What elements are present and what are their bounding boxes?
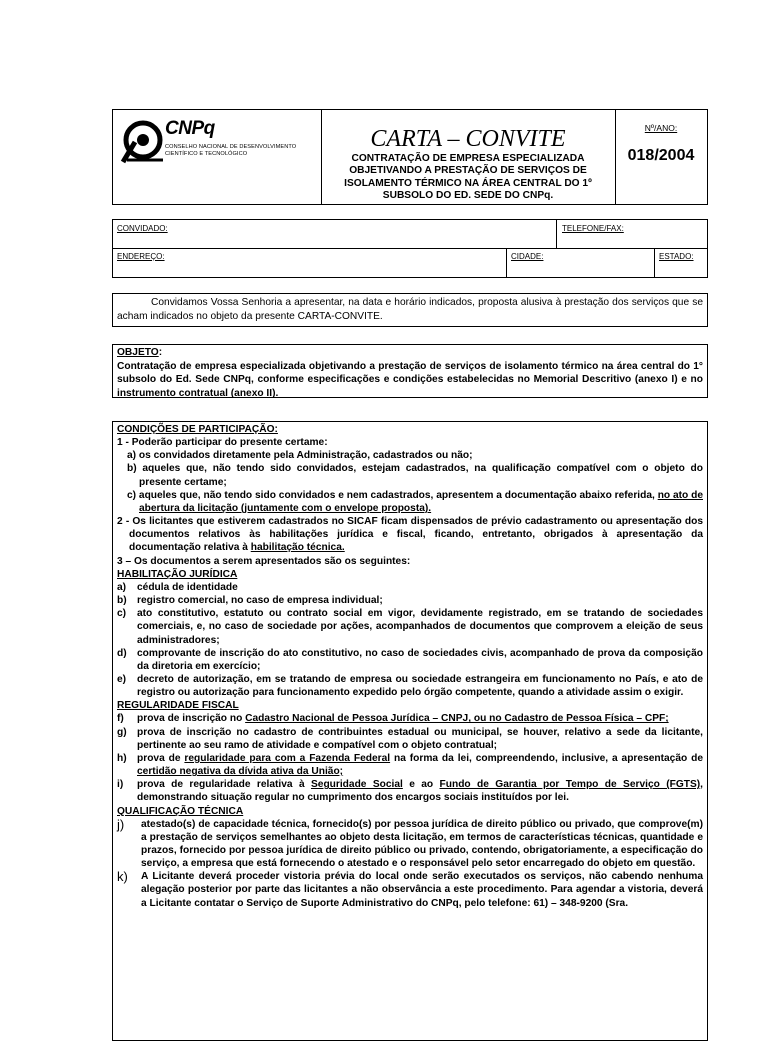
list-item-text: registro comercial, no caso de empresa individual; xyxy=(137,595,383,607)
list-item-text: decreto de autorização, em se tratando de empresa ou sociedade estrangeira em funcionamento no País, e ato de registro ou autorização para funcionamento expedido pelo órgão competente, quando a atividade assim o exigir. xyxy=(137,673,703,699)
invitation-text: Convidamos Vossa Senhoria a apresentar, na data e horário indicados, proposta alusiva à prestação dos serviços que se acham indicados no objeto da presente CARTA-CONVITE. xyxy=(117,297,703,322)
list-item: c) ato constitutivo, estatuto ou contrato social em vigor, devidamente registrado, em se tratando de sociedades comerciais, e, no caso de sociedade por ações, acompanhados de documentos que comprovem a eleição de seus administradores; xyxy=(117,608,703,646)
org-name: CNPq xyxy=(165,118,215,139)
conditions-box xyxy=(112,421,708,1041)
cidade-field[interactable]: CIDADE: xyxy=(511,252,544,261)
form-divider xyxy=(654,248,655,278)
number-label: Nº/ANO: xyxy=(644,123,678,133)
condition-item-1c-text: c) aqueles que, não tendo sido convidados e nem cadastrados, apresentem a documentação abaixo referida, xyxy=(127,489,658,501)
list-item-text: na forma da lei, compreendendo, inclusive, a apresentação de xyxy=(390,752,704,764)
document-subtitle: CONTRATAÇÃO DE EMPRESA ESPECIALIZADA OBJETIVANDO A PRESTAÇÃO DE SERVIÇOS DE ISOLAMENTO TÉRMICO NA ÁREA CENTRAL DO 1º SUBSOLO DO ED. SEDE DO CNPq. xyxy=(344,153,592,202)
list-item-text: prova de regularidade relativa à xyxy=(137,779,311,791)
invitee-form xyxy=(112,219,708,278)
condition-item-1c xyxy=(117,489,703,515)
condition-item-1a: a) os convidados diretamente pela Administração, cadastrados ou não; xyxy=(127,450,473,462)
form-divider xyxy=(506,248,507,278)
number-cell xyxy=(615,110,707,204)
list-item: j) atestado(s) de capacidade técnica, fornecido(s) por pessoa jurídica de direito público ou privado, que comprove(m) a prestação de serviços semelhantes ao objeto desta licitação, em termos de características técnicas, quantidade e prazos, fornecido por pessoa jurídica de direito público ou privado, contendo, obrigatoriamente, a especificação do serviço, a empresa que está fornecendo o atestado e o responsável pelo setor encarregado do objeto em questão. xyxy=(117,816,703,870)
estado-field[interactable]: ESTADO: xyxy=(659,252,694,261)
habilitacao-juridica-heading: HABILITAÇÃO JURÍDICA xyxy=(117,568,238,580)
list-item-underlined: Seguridade Social xyxy=(310,779,403,791)
conditions-heading: CONDIÇÕES DE PARTICIPAÇÃO: xyxy=(117,424,278,435)
condition-item-1: 1 - Poderão participar do presente certame: xyxy=(117,437,328,449)
list-item-text: prova de inscrição no xyxy=(137,713,246,725)
condition-item-2 xyxy=(117,515,703,554)
list-item: b) registro comercial, no caso de empresa individual; xyxy=(117,595,383,607)
title-cell xyxy=(321,110,616,204)
condition-item-1c-underlined: no ato de abertura da licitação (juntamente com o envelope proposta). xyxy=(139,489,703,514)
form-divider xyxy=(113,248,707,249)
list-item-text: , demonstrando situação regular no cumprimento dos encargos sociais instituídos por lei. xyxy=(137,779,704,804)
list-item-text: prova de xyxy=(137,752,185,764)
list-item-text: atestado(s) de capacidade técnica, fornecido(s) por pessoa jurídica de direito público ou privado, que comprove(m) a prestação de serviços semelhantes ao objeto desta licitação, em termos de características técnicas, quantidade e prazos, fornecido por pessoa jurídica de direito público ou privado, contendo, obrigatoriamente, a especificação do serviço, a empresa que está fornecendo o atestado e o responsável pelo setor encarregado do objeto em questão. xyxy=(141,818,703,870)
list-item-underlined: Fundo de Garantia por Tempo de Serviço (FGTS) xyxy=(439,779,701,791)
list-item-text: comprovante de inscrição do ato constitutivo, no caso de sociedades civis, acompanhado de prova da composição da diretoria em exercício; xyxy=(137,647,703,672)
list-item: e) decreto de autorização, em se tratando de empresa ou sociedade estrangeira em funcionamento no País, e ato de registro ou autorização para funcionamento expedido pelo órgão competente, quando a atividade assim o exigir. xyxy=(117,673,703,699)
objeto-text: Contratação de empresa especializada objetivando a prestação de serviços de isolamento térmico na área central do 1° subsolo do Ed. Sede CNPq, conforme especificações e condições estabelecidas no Memorial Descritivo (anexo I) e no instrumento contratual (anexo II). xyxy=(117,360,703,399)
list-item: h) prova de regularidade para com a Fazenda Federal na forma da lei, compreendendo, inclusive, a apresentação de certidão negativa da dívida ativa da União; xyxy=(117,752,704,778)
list-item: f) prova de inscrição no Cadastro Nacional de Pessoa Jurídica – CNPJ, ou no Cadastro de Pessoa Física – CPF; xyxy=(117,713,669,725)
list-item-underlined: certidão negativa da dívida ativa da União; xyxy=(137,766,344,778)
list-item-text: e ao xyxy=(402,779,440,791)
list-item: d) comprovante de inscrição do ato constitutivo, no caso de sociedades civis, acompanhado de prova da composição da diretoria em exercício; xyxy=(117,647,703,672)
cnpq-logo-icon xyxy=(119,118,167,164)
list-item-underlined: regularidade para com a Fazenda Federal xyxy=(184,752,391,764)
logo-cell xyxy=(113,110,322,204)
telefone-field[interactable]: TELEFONE/FAX: xyxy=(562,224,624,233)
objeto-label: OBJETO xyxy=(117,347,159,358)
document-title: CARTA – CONVITE xyxy=(370,126,566,152)
condition-item-2-underlined: habilitação técnica. xyxy=(250,542,345,554)
qualificacao-tecnica-heading: QUALIFICAÇÃO TÉCNICA xyxy=(117,805,244,817)
list-item: a) cédula de identidade xyxy=(117,581,238,593)
list-item: k) A Licitante deverá proceder vistoria prévia do local onde serão executados os serviços, não cabendo nenhuma alegação posterior por parte das licitantes a não observância a este procedimento. Para agendar a vistoria, deverá a Licitante contatar o Serviço de Suporte Administrativo do CNPq, pelo telefone: 61) – 348-9200 (Sra. xyxy=(117,869,703,909)
objeto-box: OBJETO: Contratação de empresa especializada objetivando a prestação de serviços de isolamento térmico na área central do 1° subsolo do Ed. Sede CNPq, conforme especificações e condições estabelecidas no Memorial Descritivo (anexo I) e no instrumento contratual (anexo II). xyxy=(112,344,708,398)
list-item-text: cédula de identidade xyxy=(137,581,238,593)
list-item: g) prova de inscrição no cadastro de contribuintes estadual ou municipal, se houver, relativo a sede da licitante, pertinente ao seu ramo de atividade e compatível com o objeto contratual; xyxy=(117,726,703,751)
condition-item-1b: b) aqueles que, não tendo sido convidados, estejam cadastrados, na qualificação compatível com o objeto do presente certame; xyxy=(127,463,703,488)
convidado-field[interactable]: CONVIDADO: xyxy=(117,224,168,233)
list-item: i) prova de regularidade relativa à Seguridade Social e ao Fundo de Garantia por Tempo de Serviço (FGTS), demonstrando situação regular no cumprimento dos encargos sociais instituídos por lei. xyxy=(117,779,704,804)
list-item-underlined: Cadastro Nacional de Pessoa Jurídica – CNPJ, ou no Cadastro de Pessoa Física – CPF; xyxy=(245,713,669,725)
invitation-box xyxy=(112,293,708,327)
endereco-field[interactable]: ENDEREÇO: xyxy=(117,252,165,261)
regularidade-fiscal-heading: REGULARIDADE FISCAL xyxy=(117,700,239,712)
org-subtitle: CONSELHO NACIONAL DE DESENVOLVIMENTO CIENTÍFICO E TECNOLÓGICO xyxy=(165,144,297,157)
condition-item-2-text: 2 - Os licitantes que estiverem cadastrados no SICAF ficam dispensados de prévio cadastramento ou apresentação dos documentos relativos às habilitações jurídica e fiscal, ficando, entretanto, obrigados à apresentação da documentação relativa à xyxy=(117,516,703,554)
list-item-text: A Licitante deverá proceder vistoria prévia do local onde serão executados os serviços, não cabendo nenhuma alegação posterior por parte das licitantes a não observância a este procedimento. Para agendar a vistoria, deverá a Licitante contatar o Serviço de Suporte Administrativo do CNPq, pelo telefone: 61) – 348-9200 (Sra. xyxy=(141,871,703,909)
form-divider xyxy=(556,220,557,248)
condition-item-3: 3 – Os documentos a serem apresentados são os seguintes: xyxy=(117,555,411,567)
list-item-text: ato constitutivo, estatuto ou contrato social em vigor, devidamente registrado, em se tratando de sociedades comerciais, e, no caso de sociedade por ações, acompanhados de documentos que comprovem a eleição de seus administradores; xyxy=(137,608,703,646)
document-header xyxy=(112,109,708,205)
number-value: 018/2004 xyxy=(627,147,695,164)
list-item-text: prova de inscrição no cadastro de contribuintes estadual ou municipal, se houver, relativo a sede da licitante, pertinente ao seu ramo de atividade e compatível com o objeto contratual; xyxy=(137,726,703,751)
